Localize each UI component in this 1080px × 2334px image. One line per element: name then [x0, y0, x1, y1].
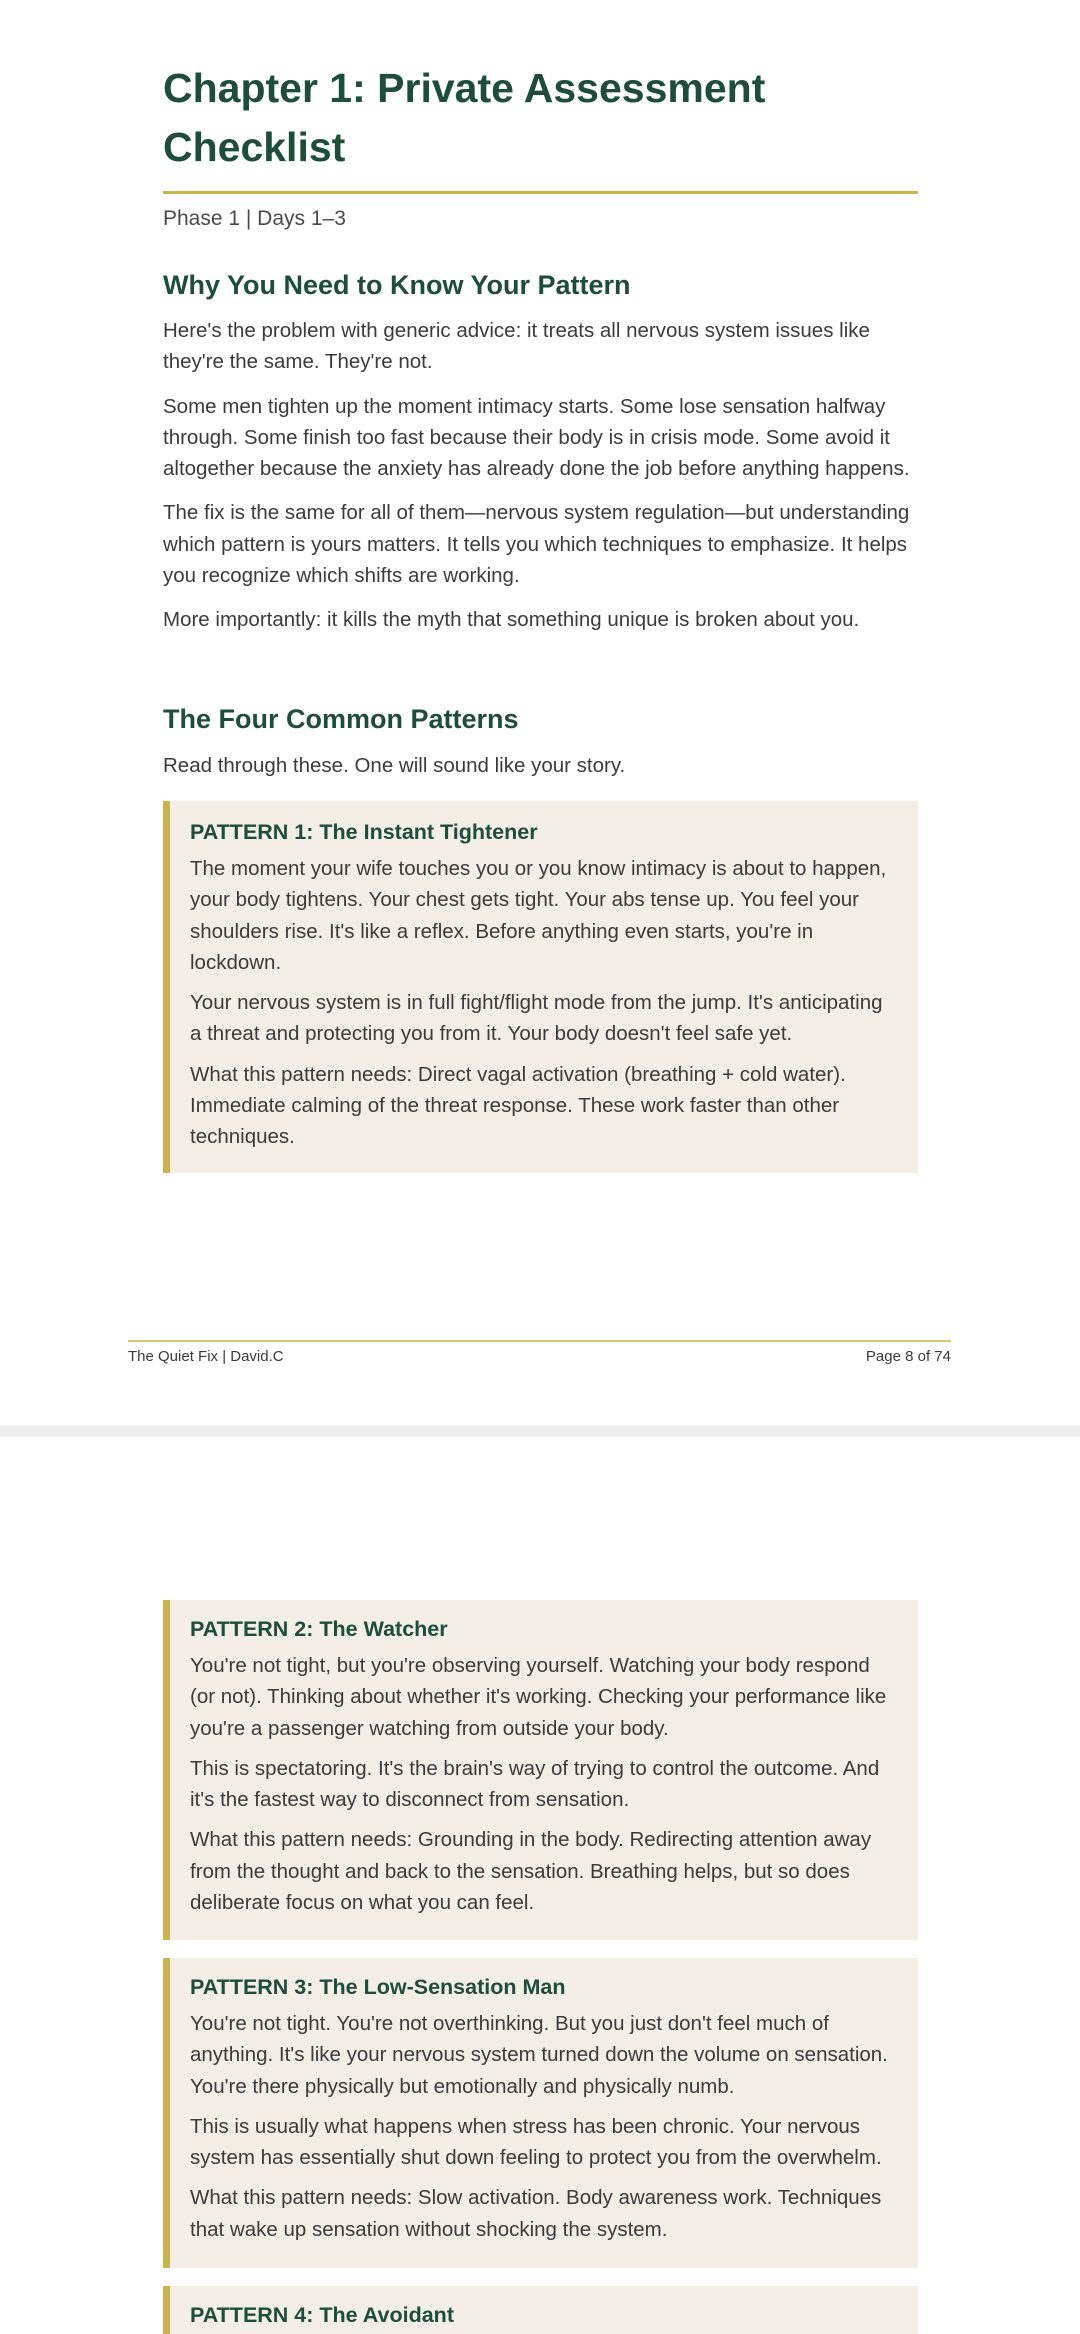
chapter-title: Chapter 1: Private Assessment Checklist — [163, 65, 766, 170]
paragraph: What this pattern needs: Grounding in the body. Redirecting attention away from the thought and back to the sensation. Breathing helps, but so does deliberate focus on what you can feel. — [190, 1828, 872, 1915]
paragraph: Here's the problem with generic advice: it treats all nervous system issues like they're the same. They're not. — [163, 319, 870, 374]
paragraph: You're not tight. You're not overthinking. But you just don't feel much of anything. It's like your nervous system turned down the volume on sensation. You're there physically but emotionally and physically numb. — [190, 2012, 888, 2098]
section-why-pattern — [163, 268, 918, 302]
pattern-callout-4 — [163, 2286, 918, 2334]
section-heading: Why You Need to Know Your Pattern — [163, 270, 631, 300]
paragraph: You're not tight, but you're observing yourself. Watching your body respond (or not). Thinking about whether it's working. Checking your performance like you're a passenger watching from outside your body. — [190, 1654, 887, 1740]
footer-rule — [128, 1340, 951, 1342]
paragraph: Read through these. One will sound like your story. — [163, 754, 626, 777]
pattern-title: PATTERN 2: The Watcher — [190, 1617, 448, 1641]
pattern-callout-3 — [163, 1958, 918, 2268]
footer-page-number: Page 8 of 74 — [865, 1348, 951, 1365]
title-underline — [163, 191, 918, 194]
section-heading: The Four Common Patterns — [163, 704, 519, 734]
pattern-title: PATTERN 4: The Avoidant — [190, 2303, 454, 2327]
pattern-callout-2 — [163, 1600, 918, 1940]
pattern-title: PATTERN 3: The Low-Sensation Man — [190, 1975, 566, 1999]
paragraph: The fix is the same for all of them—nervous system regulation—but understanding which pattern is yours matters. It tells you which techniques to emphasize. It helps you recognize which shifts are working. — [163, 501, 910, 588]
paragraph: Some men tighten up the moment intimacy starts. Some lose sensation halfway through. Some finish too fast because their body is in crisis mode. Some avoid it altogether because the anxiety has already done the job before anything happens. — [163, 394, 910, 481]
paragraph: This is usually what happens when stress has been chronic. Your nervous system has essentially shut down feeling to protect you from the overwhelm. — [190, 2114, 882, 2170]
document-page-9 — [0, 1437, 1080, 2334]
phase-label: Phase 1 | Days 1–3 — [163, 207, 346, 230]
footer-book-author: The Quiet Fix | David.C — [128, 1348, 284, 1365]
paragraph: This is spectatoring. It's the brain's way of trying to control the outcome. And it's the fastest way to disconnect from sensation. — [190, 1756, 880, 1812]
pattern-callout-1 — [163, 801, 918, 1173]
paragraph: What this pattern needs: Direct vagal activation (breathing + cold water). Immediate calming of the threat response. These work faster than other techniques. — [190, 1062, 846, 1149]
paragraph: More importantly: it kills the myth that something unique is broken about you. — [163, 608, 860, 632]
paragraph: What this pattern needs: Slow activation. Body awareness work. Techniques that wake up sensation without shocking the system. — [190, 2186, 882, 2241]
section-four-intro — [163, 750, 918, 781]
pattern-title: PATTERN 1: The Instant Tightener — [190, 820, 538, 844]
chapter-header — [163, 59, 918, 177]
section-four-patterns — [163, 702, 918, 736]
section-why-body — [163, 315, 918, 636]
paragraph: Your nervous system is in full fight/flight mode from the jump. It's anticipating a threat and protecting you from it. Your body doesn't feel safe yet. — [190, 991, 883, 1046]
paragraph: The moment your wife touches you or you know intimacy is about to happen, your body tightens. Your chest gets tight. Your abs tense up. You feel your shoulders rise. It's like a reflex. Before anything even starts, you're in lockdown. — [190, 857, 887, 974]
page-separator — [0, 1425, 1080, 1437]
